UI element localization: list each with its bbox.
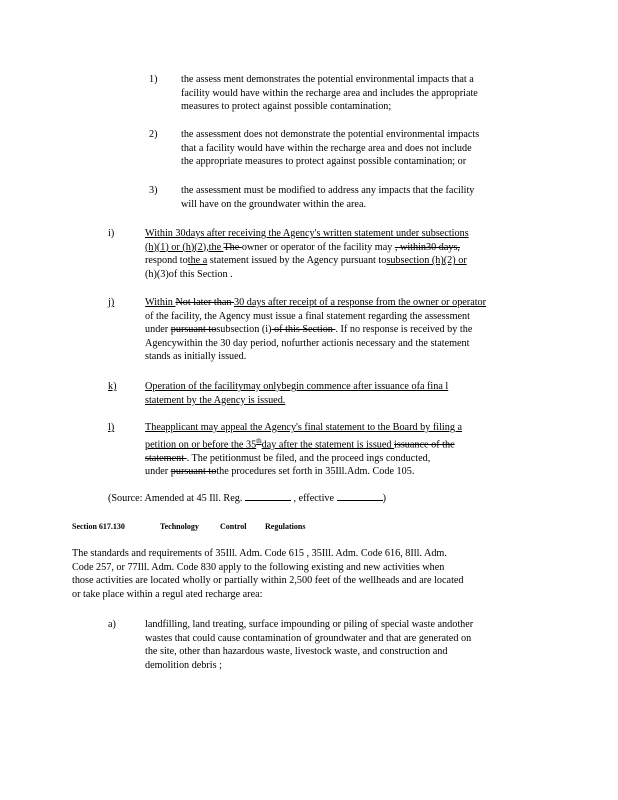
text-line: the assess ment demonstrates the potential environmental impacts that a [181, 74, 474, 85]
struck-text: The [223, 241, 242, 253]
superscript-text: th [256, 436, 262, 445]
para-j-label: j) [108, 297, 115, 308]
text-line [145, 323, 540, 337]
text-line: (h)(3)of this Section . [145, 268, 233, 280]
para-i-label: i) [108, 228, 115, 239]
text-line: facility would have within the recharge area and includes the appropriate [181, 87, 478, 99]
item-1-number: 1) [149, 74, 158, 85]
text-line [145, 241, 525, 255]
blank-line [337, 491, 383, 501]
underlined-text: (h)(1) or (h)(2),the [145, 241, 224, 253]
text-line: Operation of the facilitymay onlybegin commence after issuance ofa fina l [145, 381, 449, 392]
text-line: Within 30days after receiving the Agency's written statement under subsections [145, 228, 469, 239]
text-line: the site, other than hazardous waste, livestock waste, and construction and [145, 646, 448, 658]
struck-text: statement [145, 452, 187, 464]
item-a-label: a) [108, 619, 116, 630]
text-line: demolition debris ; [145, 659, 222, 671]
text-line: The standards and requirements of 35Ill. Adm. Code 615 , 35Ill. Adm. Code 616, 8Ill. Adm. [72, 548, 447, 559]
text-span: respond to [145, 255, 188, 267]
source-note [108, 491, 386, 504]
section-intro [72, 547, 537, 601]
text-line: statement by the Agency is issued. [145, 394, 286, 406]
text-line: the assessment does not demonstrate the potential environmental impacts [181, 129, 480, 140]
struck-text: Not later than [175, 297, 234, 308]
struck-text: , within30 days, [394, 241, 460, 253]
item-a-text [145, 618, 533, 672]
underlined-text: 30 days after receipt of a response from the owner or operator [234, 297, 487, 308]
text-span: statement issued by the Agency pursuant to [207, 255, 387, 267]
text-line: Agencywithin the 30 day period, nofurther actionis necessary and the statement [145, 337, 470, 349]
text-line [145, 435, 525, 452]
text-line [145, 254, 525, 268]
text-line: the assessment must be modified to address any impacts that the facility [181, 185, 475, 196]
para-k-text [145, 380, 515, 407]
text-line: that a facility would have within the recharge area and does not include [181, 142, 472, 154]
underlined-text: Within [145, 297, 176, 308]
source-text: (Source: Amended at 45 Ill. Reg. [108, 493, 243, 504]
text-line: or take place within a regul ated recharge area: [72, 588, 263, 600]
struck-text: issuance of the [394, 438, 455, 450]
text-line [145, 452, 525, 466]
para-l-label: l) [108, 422, 115, 433]
source-text: , effective [290, 493, 335, 504]
struck-text: pursuant to [170, 324, 217, 336]
underlined-text: petition on or before the 35 [145, 438, 257, 450]
underlined-text: day after the statement is issued [261, 438, 395, 450]
text-line: stands as initially issued. [145, 351, 247, 363]
underlined-text: the a [187, 255, 208, 267]
struck-text: of this Section [271, 324, 336, 336]
text-line [145, 296, 540, 310]
item-2-number: 2) [149, 129, 158, 140]
text-line: of the facility, the Agency must issue a final statement regarding the assessment [145, 310, 470, 322]
underlined-text: subsection (h)(2) or [386, 255, 467, 267]
section-title-word: Regulations [265, 522, 306, 531]
section-title-word: Technology [160, 522, 199, 531]
text-line: Theapplicant may appeal the Agency's final statement to the Board by filing a [145, 422, 462, 433]
item-3-text [181, 184, 524, 211]
text-line: measures to protect against possible contamination; [181, 101, 392, 113]
item-2-text [181, 128, 524, 169]
text-span: . If no response is received by the [335, 324, 473, 336]
item-1-text [181, 73, 524, 114]
text-line [145, 465, 525, 479]
text-line: wastes that could cause contamination of groundwater and that are generated on [145, 632, 472, 644]
section-number: Section 617.130 [72, 522, 125, 531]
text-line: the appropriate measures to protect against possible contamination; or [181, 156, 467, 168]
text-span: under [145, 466, 171, 478]
struck-text: pursuant to [170, 466, 217, 478]
text-line: those activities are located wholly or partially within 2,500 feet of the wellheads and are located [72, 575, 464, 587]
blank-line [245, 491, 291, 501]
text-line: landfilling, land treating, surface impounding or piling of special waste andother [145, 619, 474, 630]
item-3-number: 3) [149, 185, 158, 196]
text-span: the procedures set forth in 35Ill.Adm. Code 105. [216, 466, 415, 478]
text-span: under [145, 324, 171, 336]
source-text: ) [382, 493, 386, 504]
para-l-text [145, 421, 525, 479]
para-i-text [145, 227, 525, 281]
text-span: subsection (i) [216, 324, 272, 336]
text-line: will have on the groundwater within the area. [181, 198, 367, 210]
para-j-text [145, 296, 540, 364]
text-line: Code 257, or 77Ill. Adm. Code 830 apply to the following existing and new activities when [72, 561, 445, 573]
section-title-word: Control [220, 522, 247, 531]
text-span: . The petitionmust be filed, and the proceed ings conducted, [186, 452, 431, 464]
text-span: owner or operator of the facility may [241, 241, 395, 253]
para-k-label: k) [108, 381, 117, 392]
